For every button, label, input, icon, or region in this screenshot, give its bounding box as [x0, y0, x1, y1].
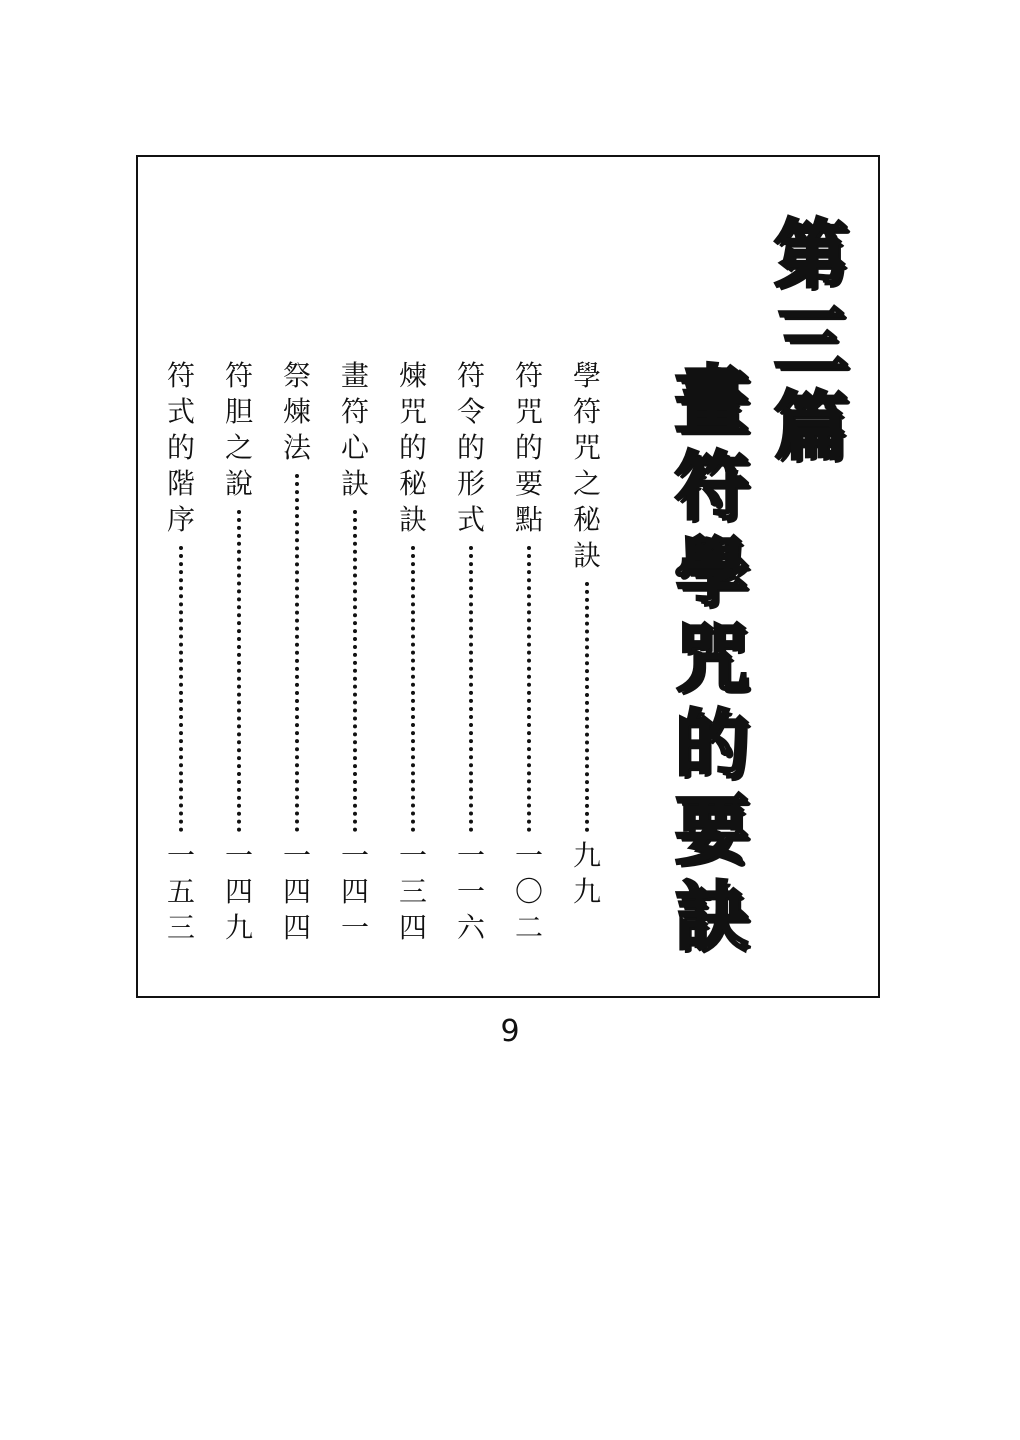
toc-entry[interactable]	[334, 358, 376, 978]
toc-entry-page: 一 四 九	[224, 839, 253, 944]
toc-entry-title: 符 咒 的 要 點	[514, 359, 543, 536]
toc-entry-title: 符 胆 之 說	[224, 359, 253, 500]
dot-leader	[353, 510, 357, 832]
toc-entry-page: 一 三 四	[398, 839, 427, 944]
toc-entry[interactable]	[392, 358, 434, 978]
part-title: 第 三 篇	[774, 212, 848, 470]
toc-entry-title: 煉 咒 的 秘 訣	[398, 359, 427, 536]
toc-entry[interactable]	[566, 358, 608, 978]
dot-leader	[237, 510, 241, 832]
toc-entry-title: 符 式 的 階 序	[166, 359, 195, 536]
dot-leader	[179, 546, 183, 832]
toc-entry-page: 一 五 三	[166, 839, 195, 944]
toc-entry-page: 一 四 四	[282, 839, 311, 944]
dot-leader	[527, 546, 531, 832]
toc-entry-page: 九 九	[572, 839, 601, 908]
toc-entry[interactable]	[508, 358, 550, 978]
toc-entry-page: 一 四 一	[340, 839, 369, 944]
dot-leader	[469, 546, 473, 832]
toc-entry-title: 學 符 咒 之 秘 訣	[572, 359, 601, 572]
toc-entry-title: 祭 煉 法	[282, 359, 311, 464]
toc-entry-page: 一 一 六	[456, 839, 485, 944]
toc-entry-title: 符 令 的 形 式	[456, 359, 485, 536]
toc-entry[interactable]	[160, 358, 202, 978]
page-number: 9	[500, 1014, 520, 1049]
toc-entry[interactable]	[218, 358, 260, 978]
dot-leader	[585, 582, 589, 832]
dot-leader	[411, 546, 415, 832]
toc-entry-title: 畫 符 心 訣	[340, 359, 369, 500]
toc-entry[interactable]	[450, 358, 492, 978]
chapter-title: 畫 符 學 咒 的 要 訣	[675, 358, 749, 960]
toc-entry[interactable]	[276, 358, 318, 978]
toc-entry-page: 一 〇 二	[514, 839, 543, 944]
dot-leader	[295, 474, 299, 832]
